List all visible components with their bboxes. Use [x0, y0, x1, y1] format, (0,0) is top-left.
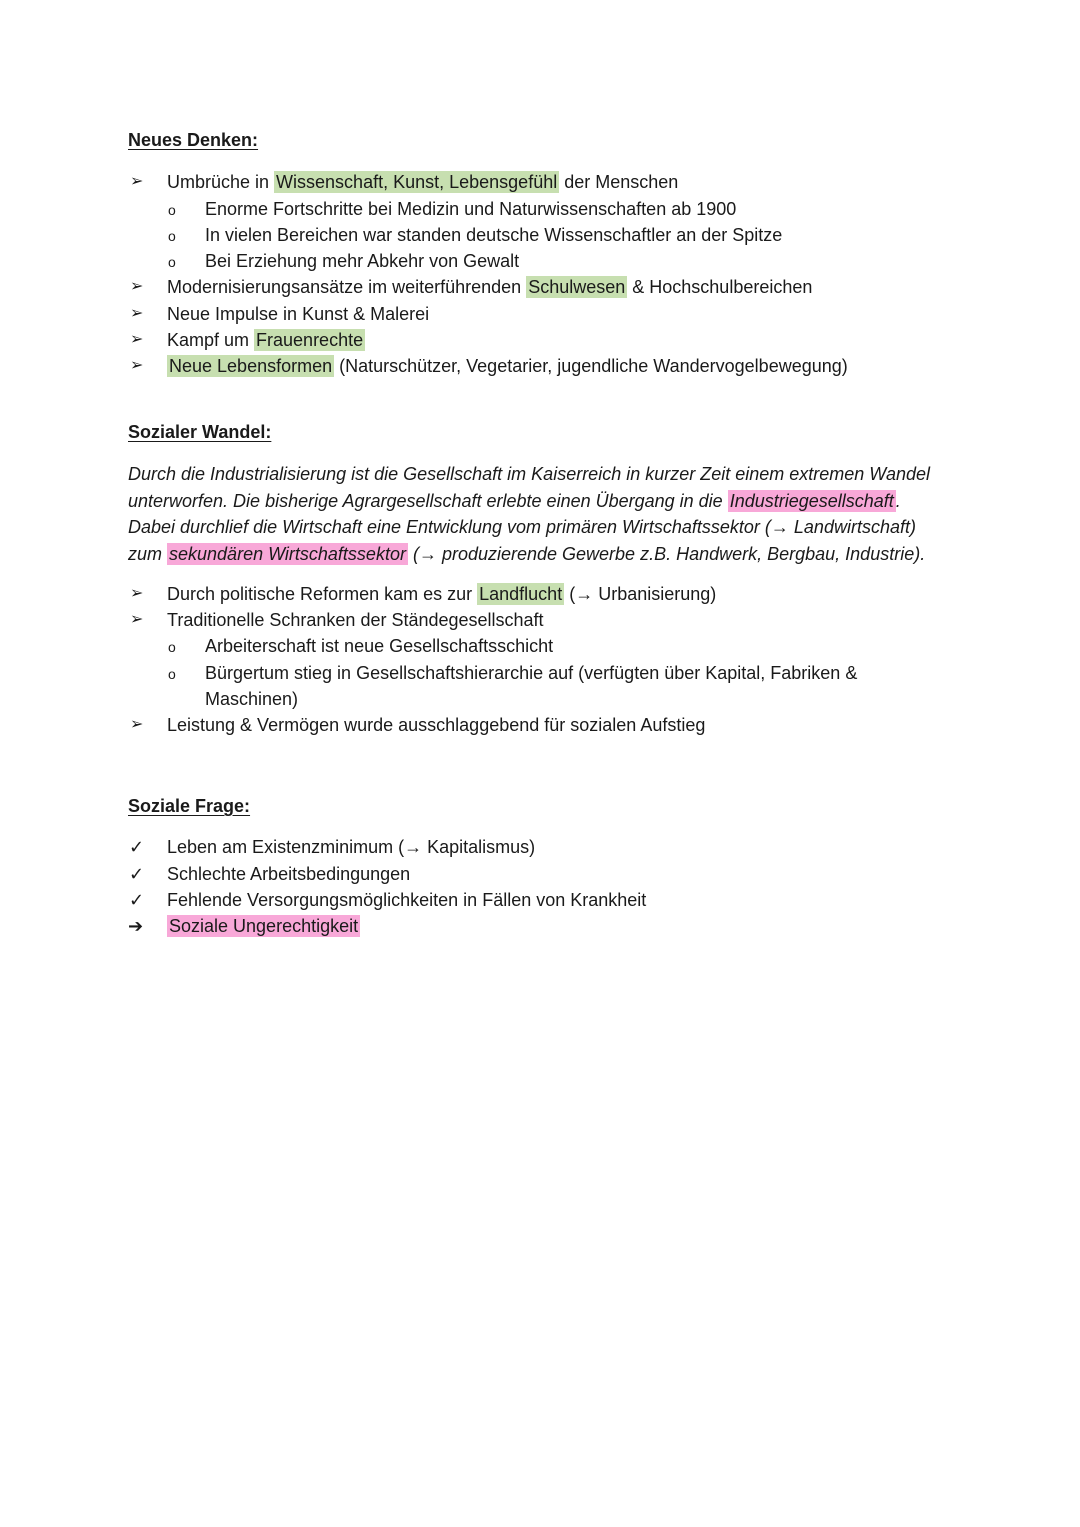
bullet-lebensformen	[167, 354, 848, 378]
arrow-bullet-icon: ➢	[130, 716, 144, 733]
bullet-modernisierung	[167, 275, 812, 299]
checkmark-icon: ✓	[129, 864, 145, 884]
paragraph-wandel	[128, 461, 948, 567]
paragraph-line	[128, 488, 948, 515]
text: Modernisierungsansätze im weiterführenden	[167, 277, 527, 297]
text: (Naturschützer, Vegetarier, jugendliche Wandervogelbewegung)	[334, 356, 848, 376]
bullet-umbrueche	[167, 170, 678, 194]
text: unterworfen. Die bisherige Agrargesellschaft erlebte einen Übergang in die	[128, 490, 728, 511]
highlight-pink: Industriegesellschaft	[729, 490, 894, 511]
sub-bullet-buergertum: Bürgertum stieg in Gesellschaftshierarchie auf (verfügten über Kapital, Fabriken &	[205, 663, 858, 683]
checkmark-icon: ✓	[129, 890, 145, 910]
bullet-schranken: Traditionelle Schranken der Ständegesellschaft	[167, 610, 544, 630]
highlight-pink: sekundären Wirtschaftssektor	[169, 543, 406, 564]
arrow-bullet-icon: ➢	[130, 611, 144, 628]
right-arrow-icon: ➔	[128, 916, 144, 936]
text: Durch politische Reformen kam es zur	[167, 584, 478, 604]
bullet-landflucht	[167, 582, 716, 606]
text: zum	[128, 543, 168, 564]
circle-bullet-icon: o	[168, 228, 176, 244]
heading-sozialer-wandel: Sozialer Wandel:	[128, 422, 272, 442]
sub-bullet-wissenschaftler: In vielen Bereichen war standen deutsche Wissenschaftler an der Spitze	[205, 225, 783, 245]
sub-bullet-arbeiterschaft: Arbeiterschaft ist neue Gesellschaftsschicht	[205, 636, 554, 656]
text: (→ produzierende Gewerbe z.B. Handwerk, Bergbau, Industrie).	[407, 543, 926, 564]
paragraph-line	[128, 541, 948, 568]
circle-bullet-icon: o	[168, 639, 176, 655]
arrow-bullet-icon: ➢	[130, 173, 144, 190]
check-versorgung: Fehlende Versorgungsmöglichkeiten in Fällen von Krankheit	[167, 890, 647, 910]
highlight-green: Neue Lebensformen	[169, 356, 333, 376]
circle-bullet-icon: o	[168, 666, 176, 682]
check-arbeitsbedingungen: Schlechte Arbeitsbedingungen	[167, 864, 411, 884]
highlight-green: Schulwesen	[528, 277, 626, 297]
sub-bullet-erziehung: Bei Erziehung mehr Abkehr von Gewalt	[205, 251, 520, 271]
highlight-pink: Soziale Ungerechtigkeit	[169, 916, 359, 936]
arrow-bullet-icon: ➢	[130, 278, 144, 295]
result-ungerechtigkeit	[167, 914, 360, 938]
circle-bullet-icon: o	[168, 202, 176, 218]
bullet-frauenrechte	[167, 328, 365, 352]
check-existenzminimum: Leben am Existenzminimum (→ Kapitalismus)	[167, 837, 536, 857]
text: Kampf um	[167, 330, 255, 350]
arrow-bullet-icon: ➢	[130, 357, 144, 374]
circle-bullet-icon: o	[168, 254, 176, 270]
highlight-green: Wissenschaft, Kunst, Lebensgefühl	[276, 172, 558, 192]
arrow-bullet-icon: ➢	[130, 585, 144, 602]
sub-bullet-buergertum-cont: Maschinen)	[205, 689, 299, 709]
bullet-leistung: Leistung & Vermögen wurde ausschlaggebend für sozialen Aufstieg	[167, 715, 706, 735]
bullet-impulse: Neue Impulse in Kunst & Malerei	[167, 304, 430, 324]
paragraph-line: Dabei durchlief die Wirtschaft eine Entwicklung vom primären Wirtschaftssektor (→ Landwirtschaft)	[128, 517, 916, 537]
sub-bullet-fortschritte: Enorme Fortschritte bei Medizin und Naturwissenschaften ab 1900	[205, 199, 737, 219]
arrow-bullet-icon: ➢	[130, 305, 144, 322]
heading-neues-denken: Neues Denken:	[128, 130, 259, 150]
highlight-green: Frauenrechte	[256, 330, 364, 350]
highlight-green: Landflucht	[479, 584, 563, 604]
text: .	[895, 490, 901, 511]
arrow-bullet-icon: ➢	[130, 331, 144, 348]
text: Umbrüche in	[167, 172, 275, 192]
text: der Menschen	[559, 172, 679, 192]
text: & Hochschulbereichen	[627, 277, 813, 297]
heading-soziale-frage: Soziale Frage:	[128, 796, 251, 816]
checkmark-icon: ✓	[129, 837, 145, 857]
paragraph-line: Durch die Industrialisierung ist die Gesellschaft im Kaiserreich in kurzer Zeit einem extremen Wandel	[128, 464, 931, 484]
text: (→ Urbanisierung)	[564, 584, 717, 604]
